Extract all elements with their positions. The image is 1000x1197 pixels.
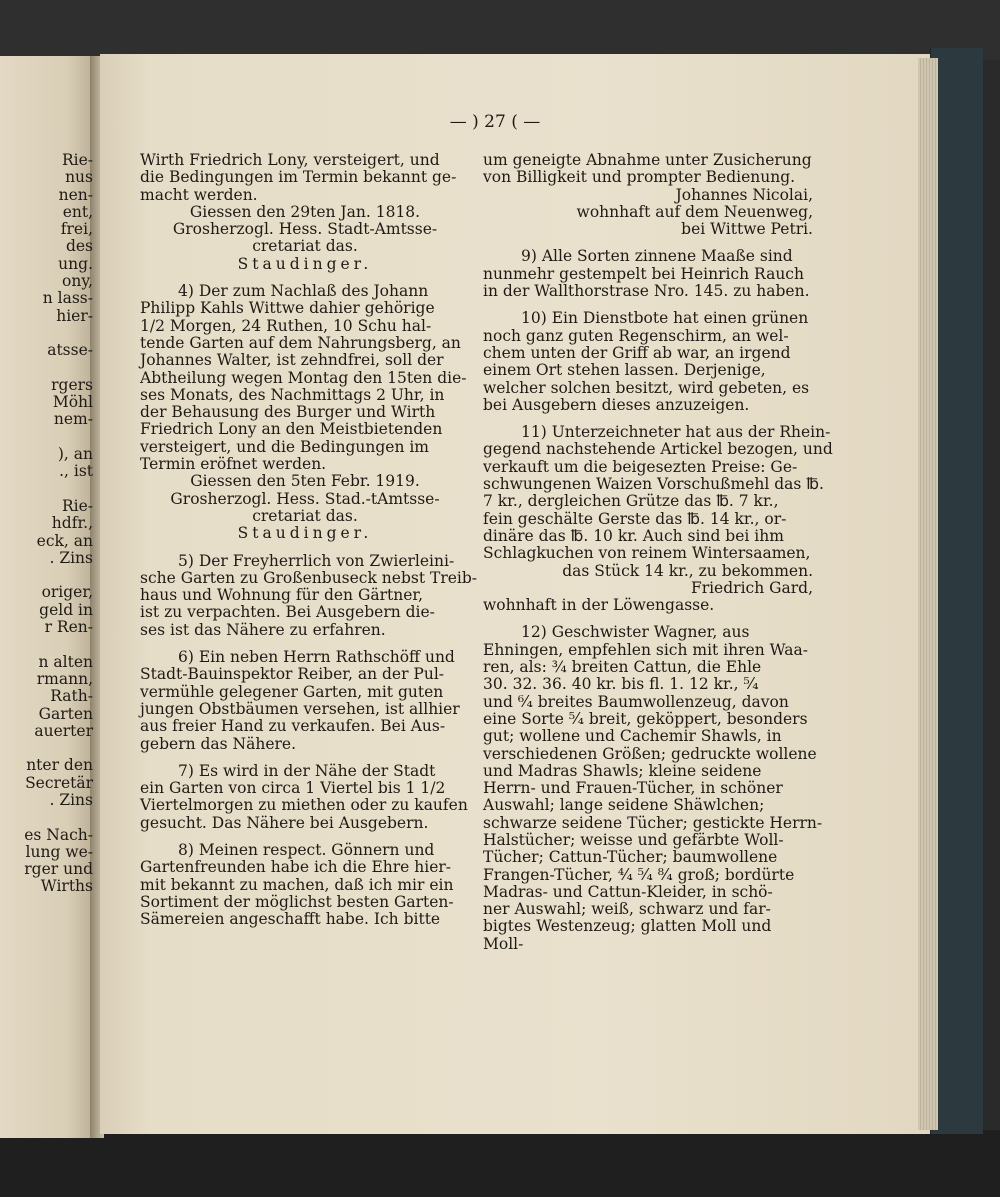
page-number: — ) 27 ( — bbox=[449, 112, 541, 132]
text-line: wohnhaft in der Löwengasse. bbox=[483, 596, 715, 615]
text-line: aus freier Hand zu verkaufen. Bei Aus- bbox=[140, 717, 446, 736]
text-line: ner Auswahl; weiß, schwarz und far- bbox=[483, 900, 771, 919]
text-line: Staudinger. bbox=[237, 524, 373, 543]
left-page-fragment: Secretär bbox=[25, 773, 93, 792]
text-line: 7) Es wird in der Nähe der Stadt bbox=[178, 761, 436, 780]
text-line: cretariat das. bbox=[252, 237, 358, 256]
text-line: Sämereien angeschafft habe. Ich bitte bbox=[140, 910, 441, 929]
text-line: 10) Ein Dienstbote hat einen grünen bbox=[521, 309, 809, 328]
left-page-fragment: nus bbox=[65, 168, 93, 187]
text-line: Viertelmorgen zu miethen oder zu kaufen bbox=[140, 796, 468, 815]
text-line: vermühle gelegener Garten, mit guten bbox=[140, 682, 444, 701]
left-page-fragment: eck, an bbox=[36, 531, 93, 550]
text-line: ren, als: ¾ breiten Cattun, die Ehle bbox=[483, 658, 762, 677]
left-page-fragment: ony, bbox=[62, 272, 93, 291]
background-top bbox=[0, 0, 1000, 60]
text-line: 12) Geschwister Wagner, aus bbox=[521, 623, 750, 642]
left-page-fragment bbox=[0, 360, 96, 377]
text-line: 9) Alle Sorten zinnene Maaße sind bbox=[521, 247, 793, 266]
left-page-fragment: Rie- bbox=[61, 152, 93, 169]
text-line: haus und Wohnung für den Gärtner, bbox=[140, 586, 424, 605]
page-edges bbox=[918, 58, 938, 1130]
text-line: Giessen den 5ten Febr. 1919. bbox=[190, 472, 420, 491]
text-line: verschiedenen Größen; gedruckte wollene bbox=[483, 744, 817, 763]
text-line: der Behausung des Burger und Wirth bbox=[140, 403, 436, 422]
text-line: Termin eröfnet werden. bbox=[140, 455, 327, 474]
text-line: einem Ort stehen lassen. Derjenige, bbox=[483, 361, 766, 380]
text-line: und ⁶⁄₄ breites Baumwollenzeug, davon bbox=[483, 692, 789, 711]
text-line: und Madras Shawls; kleine seidene bbox=[483, 761, 762, 780]
text-line: chem unten der Griff ab war, an irgend bbox=[483, 343, 791, 362]
left-page-fragment bbox=[0, 567, 96, 584]
left-page-fragment: ent, bbox=[62, 202, 93, 221]
left-page-fragment: ., ist bbox=[59, 462, 93, 481]
text-line: Tücher; Cattun-Tücher; baumwollene bbox=[483, 848, 778, 867]
text-line: gebern das Nähere. bbox=[140, 734, 297, 753]
left-page-fragment: hdfr., bbox=[51, 514, 93, 533]
text-line: 5) Der Freyherrlich von Zwierleini- bbox=[178, 551, 455, 570]
text-line: Johannes Nicolai, bbox=[675, 185, 813, 204]
text-line: Frangen-Tücher, ⁴⁄₄ ⁵⁄₄ ⁸⁄₄ groß; bordürte bbox=[483, 865, 795, 884]
left-page-fragment: lung we- bbox=[25, 842, 93, 861]
text-line: Friedrich Gard, bbox=[690, 578, 813, 597]
text-line: jungen Obstbäumen versehen, ist allhier bbox=[140, 699, 460, 718]
left-page-fragment: nter den bbox=[26, 756, 93, 775]
left-page-fragment: n alten bbox=[38, 652, 93, 671]
text-line: Philipp Kahls Wittwe dahier gehörige bbox=[140, 299, 435, 318]
left-page-fragment: Wirths bbox=[40, 877, 93, 896]
text-line: Wirth Friedrich Lony, versteigert, und bbox=[140, 151, 440, 169]
text-line: Giessen den 29ten Jan. 1818. bbox=[189, 202, 421, 221]
text-line: 30. 32. 36. 40 kr. bis fl. 1. 12 kr., ⁵⁄₄ bbox=[483, 675, 759, 694]
text-line: tende Garten auf dem Nahrungsberg, an bbox=[140, 333, 461, 352]
text-line: um geneigte Abnahme unter Zusicherung bbox=[483, 151, 812, 169]
text-line: bei Wittwe Petri. bbox=[681, 220, 813, 239]
text-line: 6) Ein neben Herrn Rathschöff und bbox=[178, 648, 455, 667]
text-line: Moll- bbox=[483, 934, 524, 953]
text-line: Madras- und Cattun-Kleider, in schö- bbox=[483, 882, 773, 901]
left-page-fragment bbox=[0, 809, 96, 826]
left-page-fragment: Rath- bbox=[50, 687, 93, 706]
left-page-fragment: ), an bbox=[57, 445, 93, 464]
background-bottom bbox=[0, 1130, 1000, 1197]
column-left bbox=[140, 151, 478, 929]
text-line: Schlagkuchen von reinem Wintersaamen, bbox=[483, 544, 811, 563]
left-page-fragment bbox=[0, 740, 96, 757]
text-line: Stadt-Bauinspektor Reiber, an der Pul- bbox=[140, 665, 445, 684]
left-page-fragment: r Ren- bbox=[44, 618, 93, 637]
text-line: Johannes Walter, ist zehndfrei, soll der bbox=[140, 351, 444, 370]
left-page-fragment: hier- bbox=[56, 306, 93, 325]
text-line: 11) Unterzeichneter hat aus der Rhein- bbox=[521, 423, 831, 442]
left-page-fragment: auerter bbox=[34, 721, 93, 740]
text-line: 7 kr., dergleichen Grütze das ℔. 7 kr., bbox=[483, 492, 779, 511]
left-page-fragment: . Zins bbox=[49, 548, 93, 567]
text-line: macht werden. bbox=[140, 185, 258, 204]
text-line: nunmehr gestempelt bei Heinrich Rauch bbox=[483, 264, 804, 283]
text-line: von Billigkeit und prompter Bedienung. bbox=[483, 168, 796, 187]
left-page-fragment: rgers bbox=[51, 375, 93, 394]
left-page-fragment: frei, bbox=[60, 220, 93, 239]
left-page-fragment: atsse- bbox=[47, 341, 93, 360]
text-line: Abtheilung wegen Montag den 15ten die- bbox=[140, 368, 467, 387]
text-line: Ehningen, empfehlen sich mit ihren Waa- bbox=[483, 640, 808, 659]
text-line: ses ist das Nähere zu erfahren. bbox=[140, 620, 386, 639]
left-page-fragment: des bbox=[65, 237, 93, 256]
text-line: ist zu verpachten. Bei Ausgebern die- bbox=[140, 603, 435, 622]
text-line: Halstücher; weisse und gefärbte Woll- bbox=[483, 830, 784, 849]
text-line: das Stück 14 kr., zu bekommen. bbox=[562, 561, 813, 580]
text-line: Staudinger. bbox=[237, 254, 373, 273]
left-page-fragment: Rie- bbox=[61, 496, 93, 515]
left-page-fragment: rmann, bbox=[36, 669, 93, 688]
left-page-fragment: . Zins bbox=[49, 790, 93, 809]
text-line: Herrn- und Frauen-Tücher, in schöner bbox=[483, 779, 783, 798]
left-page-fragment bbox=[0, 325, 96, 342]
text-line: verkauft um die beigesezten Preise: Ge- bbox=[483, 457, 798, 476]
text-line: Auswahl; lange seidene Shäwlchen; bbox=[483, 796, 765, 815]
text-line: Grosherzogl. Hess. Stadt-Amtsse- bbox=[172, 220, 438, 239]
left-page-fragment: geld in bbox=[39, 600, 93, 619]
text-line: 1/2 Morgen, 24 Ruthen, 10 Schu hal- bbox=[140, 316, 432, 335]
text-line: schwarze seidene Tücher; gestickte Herrn- bbox=[483, 813, 823, 832]
text-line: gesucht. Das Nähere bei Ausgebern. bbox=[140, 813, 429, 832]
left-page-fragment: rger und bbox=[24, 860, 93, 879]
text-line: Gartenfreunden habe ich die Ehre hier- bbox=[140, 858, 452, 877]
left-page-fragment: es Nach- bbox=[24, 825, 93, 844]
text-line: ein Garten von circa 1 Viertel bis 1 1/2 bbox=[140, 779, 446, 798]
left-page-fragment: Garten bbox=[38, 704, 93, 723]
left-page-fragment: nem- bbox=[53, 410, 93, 429]
text-line: mit bekannt zu machen, daß ich mir ein bbox=[140, 875, 454, 894]
text-line: bigtes Westenzeug; glatten Moll und bbox=[483, 917, 772, 936]
left-page-fragment: n lass- bbox=[42, 289, 93, 308]
text-line: gegend nachstehende Artickel bezogen, und bbox=[483, 440, 833, 459]
text-line: schwungenen Waizen Vorschußmehl das ℔. bbox=[483, 475, 824, 494]
text-line: versteigert, und die Bedingungen im bbox=[140, 437, 430, 456]
text-line: in der Wallthorstrase Nro. 145. zu haben. bbox=[483, 282, 810, 301]
text-line: Grosherzogl. Hess. Stad.-tAmtsse- bbox=[170, 489, 440, 508]
left-page-fragment: nen- bbox=[58, 185, 93, 204]
text-line: Sortiment der möglichst besten Garten- bbox=[140, 892, 454, 911]
text-line: welcher solchen besitzt, wird gebeten, es bbox=[483, 378, 810, 397]
left-page-fragment bbox=[0, 481, 96, 498]
text-line: 8) Meinen respect. Gönnern und bbox=[178, 840, 435, 859]
text-line: eine Sorte ⁵⁄₄ breit, geköppert, besonders bbox=[483, 709, 808, 728]
text-line: sche Garten zu Großenbuseck nebst Treib- bbox=[140, 568, 478, 587]
left-page-fragment bbox=[0, 636, 96, 653]
text-line: dinäre das ℔. 10 kr. Auch sind bei ihm bbox=[483, 526, 784, 545]
text-line: wohnhaft auf dem Neuenweg, bbox=[576, 202, 813, 221]
left-page-text bbox=[0, 152, 96, 896]
left-page-fragment: origer, bbox=[41, 583, 93, 602]
column-right bbox=[483, 151, 833, 953]
text-line: die Bedingungen im Termin bekannt ge- bbox=[140, 168, 457, 187]
text-line: fein geschälte Gerste das ℔. 14 kr., or- bbox=[483, 509, 787, 528]
left-page-fragment: ung. bbox=[58, 254, 93, 273]
text-line: cretariat das. bbox=[252, 506, 358, 525]
text-line: Friedrich Lony an den Meistbietenden bbox=[140, 420, 443, 439]
left-page-fragment: Möhl bbox=[52, 393, 93, 412]
text-line: ses Monats, des Nachmittags 2 Uhr, in bbox=[140, 385, 445, 404]
text-line: noch ganz guten Regenschirm, an wel- bbox=[483, 326, 789, 345]
left-page-fragment bbox=[0, 429, 96, 446]
text-line: 4) Der zum Nachlaß des Johann bbox=[178, 282, 429, 301]
text-line: gut; wollene und Cachemir Shawls, in bbox=[483, 727, 782, 746]
text-line: bei Ausgebern dieses anzuzeigen. bbox=[483, 395, 750, 414]
